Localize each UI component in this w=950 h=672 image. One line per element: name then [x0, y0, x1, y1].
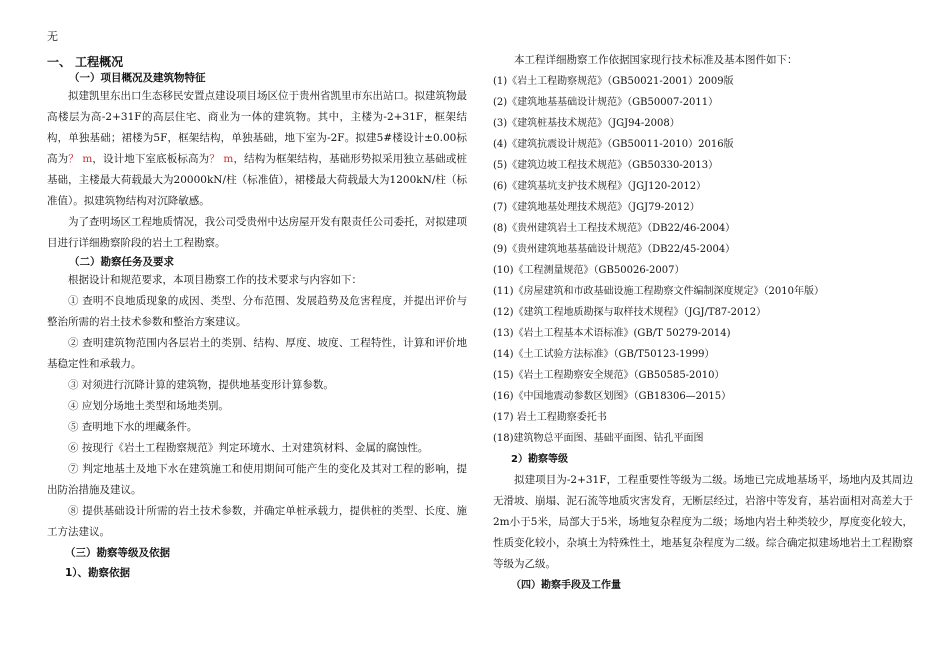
- elevation-placeholder-1: ？ m: [68, 153, 93, 165]
- overview-text-a: 拟建凯里东出口生态移民安置点建设项目场区位于贵州省凯里市东出站口。拟建筑物最高楼层为高-2+31F的高层住宅、商业为一体的建筑物。其中，主楼为-2+31F，框架结构，单独基础；裙楼为5F，框架结构，单独基础，地下室为-2F。拟建5#楼设计±0.00标高为: [47, 90, 467, 165]
- standard-item: (8)《贵州建筑岩土工程技术规范》（DB22/46-2004）: [493, 223, 736, 234]
- task-item: ① 查明不良地质现象的成因、类型、分布范围、发展趋势及危害程度，并提出评价与整治所需的岩土技术参数和整治方案建议。: [47, 295, 467, 328]
- standard-item: (17) 岩土工程勘察委托书: [493, 412, 607, 423]
- tasks-intro: 根据设计和规范要求，本项目勘察工作的技术要求与内容如下：: [68, 274, 362, 286]
- standard-item: (16)《中国地震动参数区划图》（GB18306—2015）: [493, 391, 732, 402]
- overview-text-b: ，设计地下室底板标高为: [92, 153, 210, 165]
- standard-item: (3)《建筑桩基技术规范》（JGJ94-2008）: [493, 118, 680, 129]
- task-item: ④ 应划分场地土类型和场地类别。: [68, 400, 229, 412]
- standard-item: (5)《建筑边坡工程技术规范》（GB50330-2013）: [493, 160, 719, 171]
- task-item: ⑦ 判定地基土及地下水在建筑施工和使用期间可能产生的变化及其对工程的影响，提出防治措施及建议。: [47, 463, 467, 496]
- standard-item: (2)《建筑地基基础设计规范》（GB50007-2011）: [493, 97, 719, 108]
- subsection-title-grade: 2）勘察等级: [511, 454, 568, 465]
- left-column: [47, 30, 467, 583]
- elevation-placeholder-2: ？ m: [209, 153, 234, 165]
- standard-item: (1)《岩土工程勘察规范》（GB50021-2001）2009版: [493, 76, 734, 87]
- section-title: 一、 工程概况: [47, 55, 124, 69]
- task-item: ③ 对须进行沉降计算的建筑物，提供地基变形计算参数。: [68, 379, 334, 391]
- standard-item: (12)《建筑工程地质勘探与取样技术规程》（JGJ/T87-2012）: [493, 307, 767, 318]
- subsection-title-overview: （一）项目概况及建筑物特征: [69, 72, 206, 84]
- standard-item: (13)《岩土工程基本术语标准》(GB/T 50279-2014): [493, 328, 731, 339]
- top-note: 无: [47, 30, 58, 43]
- standard-item: (10)《工程测量规范》（GB50026-2007）: [493, 265, 685, 276]
- right-column: [493, 50, 913, 596]
- standard-item: (11)《房屋建筑和市政基础设施工程勘察文件编制深度规定》（2010年版）: [493, 286, 824, 297]
- task-item: ⑤ 查明地下水的埋藏条件。: [68, 421, 198, 433]
- standard-item: (9)《贵州建筑地基基础设计规范》（DB22/45-2004）: [493, 244, 736, 255]
- commission-paragraph: 为了查明场区工程地质情况，我公司受贵州中达房屋开发有限责任公司委托，对拟建项目进行详细勘察阶段的岩土工程勘察。: [47, 216, 467, 249]
- standard-item: (15)《岩土工程勘察安全规范》（GB50585-2010）: [493, 370, 725, 381]
- overview-text-c: ，结构为框架结构，基础形势拟采用独立基础或桩基础，主楼最大荷载最大为20000kN/柱（标准值），裙楼最大荷载最大为1200kN/柱（标准值）。拟建筑物结构对沉降敏感。: [47, 153, 468, 207]
- standard-item: (18)建筑物总平面图、基础平面图、钻孔平面图: [493, 433, 704, 444]
- task-item: ⑥ 按现行《岩土工程勘察规范》判定环境水、土对建筑材料、金属的腐蚀性。: [68, 442, 429, 454]
- project-overview-paragraph: [47, 86, 467, 212]
- grade-paragraph: 拟建项目为-2+31F，工程重要性等级为二级。场地已完成地基场平，场地内及其周边无滑坡、崩塌、泥石流等地质灾害发育，无断层经过，岩溶中等发育，基岩面相对高差大于2m小于5米，局部大于5米，场地复杂程度为二级；场地内岩土种类较少，厚度变化较大，性质变化较小，杂填土为特殊性土，地基复杂程度为二级。综合确定拟建场地岩土工程勘察等级为乙级。: [493, 474, 913, 570]
- standard-item: (6)《建筑基坑支护技术规程》（JGJ120-2012）: [493, 181, 707, 192]
- standards-list: [493, 71, 913, 449]
- subsection-title-methods: （四）勘察手段及工作量: [511, 580, 621, 591]
- subsection-title-tasks: （二）勘察任务及要求: [69, 256, 174, 268]
- standards-intro: 本工程详细勘察工作依据国家现行技术标准及基本图件如下：: [514, 54, 798, 66]
- standard-item: (14)《土工试验方法标准》（GB/T50123-1999）: [493, 349, 715, 360]
- standard-item: (7)《建筑地基处理技术规范》（JGJ79-2012）: [493, 202, 700, 213]
- task-item: ② 查明建筑物范围内各层岩土的类别、结构、厚度、坡度、工程特性，计算和评价地基稳定性和承载力。: [47, 337, 467, 370]
- subsection-title-basis: 1）、勘察依据: [65, 567, 131, 579]
- task-item: ⑧ 提供基础设计所需的岩土技术参数，并确定单桩承载力，提供桩的类型、长度、施工方法建议。: [47, 505, 467, 538]
- standard-item: (4)《建筑抗震设计规范》（GB50011-2010）2016版: [493, 139, 734, 150]
- subsection-title-grade-basis: （三）勘察等级及依据: [65, 547, 170, 559]
